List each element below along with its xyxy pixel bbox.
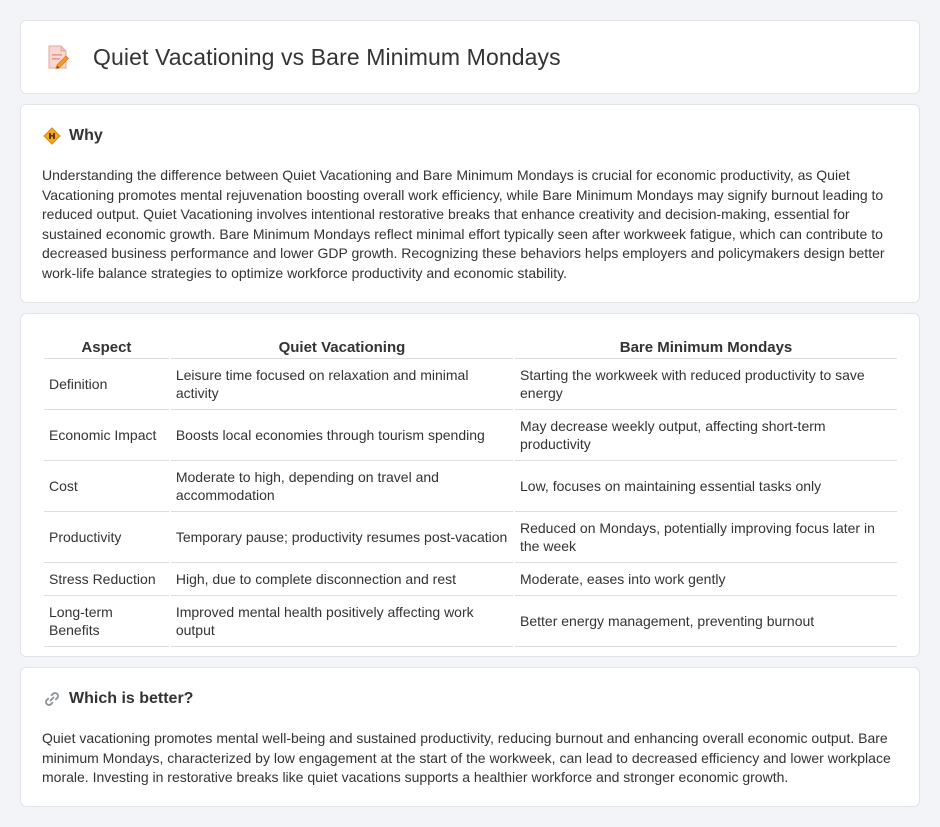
table-row	[44, 410, 897, 461]
why-card	[20, 104, 920, 303]
document-pencil-icon	[45, 43, 71, 71]
aspect-cell: Productivity	[44, 512, 169, 563]
header-quiet-vacationing: Quiet Vacationing	[171, 334, 513, 359]
aspect-cell: Stress Reduction	[44, 563, 169, 596]
page-title: Quiet Vacationing vs Bare Minimum Mondays	[93, 43, 561, 70]
aspect-cell: Cost	[44, 461, 169, 512]
bare-minimum-mondays-cell: Moderate, eases into work gently	[515, 563, 897, 596]
header-card	[20, 20, 920, 94]
bare-minimum-mondays-cell: Starting the workweek with reduced productivity to save energy	[515, 359, 897, 410]
aspect-cell: Long-term Benefits	[44, 596, 169, 647]
quiet-vacationing-cell: Improved mental health positively affecting work output	[171, 596, 513, 647]
bare-minimum-mondays-cell: Reduced on Mondays, potentially improving focus later in the week	[515, 512, 897, 563]
bare-minimum-mondays-cell: Low, focuses on maintaining essential tasks only	[515, 461, 897, 512]
better-card	[20, 667, 920, 807]
title-row	[45, 43, 561, 71]
better-heading: Which is better?	[69, 690, 194, 707]
why-heading: Why	[69, 127, 103, 144]
bare-minimum-mondays-cell: Better energy management, preventing burnout	[515, 596, 897, 647]
link-icon	[43, 690, 61, 708]
quiet-vacationing-cell: Moderate to high, depending on travel and accommodation	[171, 461, 513, 512]
table-row	[44, 563, 897, 596]
aspect-cell: Economic Impact	[44, 410, 169, 461]
header-bare-minimum-mondays: Bare Minimum Mondays	[515, 334, 897, 359]
table-header-row	[44, 334, 897, 359]
table-row	[44, 512, 897, 563]
header-aspect: Aspect	[44, 334, 169, 359]
better-heading-row	[43, 690, 193, 708]
comparison-table	[42, 334, 899, 647]
better-paragraph: Quiet vacationing promotes mental well-being and sustained productivity, reducing burnout and enhancing overall economic output. Bare minimum Mondays, characterized by low engagement at the start of the workweek, can lead to decreased efficiency and lower workplace morale. Investing in restorative breaks like quiet vacations supports a healthier workforce and stronger economic growth.	[42, 730, 891, 786]
why-heading-row	[43, 127, 103, 145]
diamond-sign-icon	[43, 127, 61, 145]
bare-minimum-mondays-cell: May decrease weekly output, affecting short-term productivity	[515, 410, 897, 461]
comparison-card	[20, 313, 920, 657]
why-paragraph: Understanding the difference between Quiet Vacationing and Bare Minimum Mondays is crucial for economic productivity, as Quiet Vacationing promotes mental rejuvenation boosting overall work efficiency, while Bare Minimum Mondays may signify burnout leading to reduced output. Quiet Vacationing involves intentional restorative breaks that enhance creativity and decision-making, essential for sustained economic growth. Bare Minimum Mondays reflect minimal effort typically seen after workweek fatigue, which can contribute to decreased business performance and lower GDP growth. Recognizing these behaviors helps employers and policymakers design better work-life balance strategies to optimize workforce productivity and economic stability.	[42, 167, 885, 281]
quiet-vacationing-cell: High, due to complete disconnection and rest	[171, 563, 513, 596]
aspect-cell: Definition	[44, 359, 169, 410]
quiet-vacationing-cell: Temporary pause; productivity resumes post-vacation	[171, 512, 513, 563]
table-row	[44, 359, 897, 410]
quiet-vacationing-cell: Boosts local economies through tourism spending	[171, 410, 513, 461]
table-row	[44, 596, 897, 647]
table-row	[44, 461, 897, 512]
quiet-vacationing-cell: Leisure time focused on relaxation and minimal activity	[171, 359, 513, 410]
